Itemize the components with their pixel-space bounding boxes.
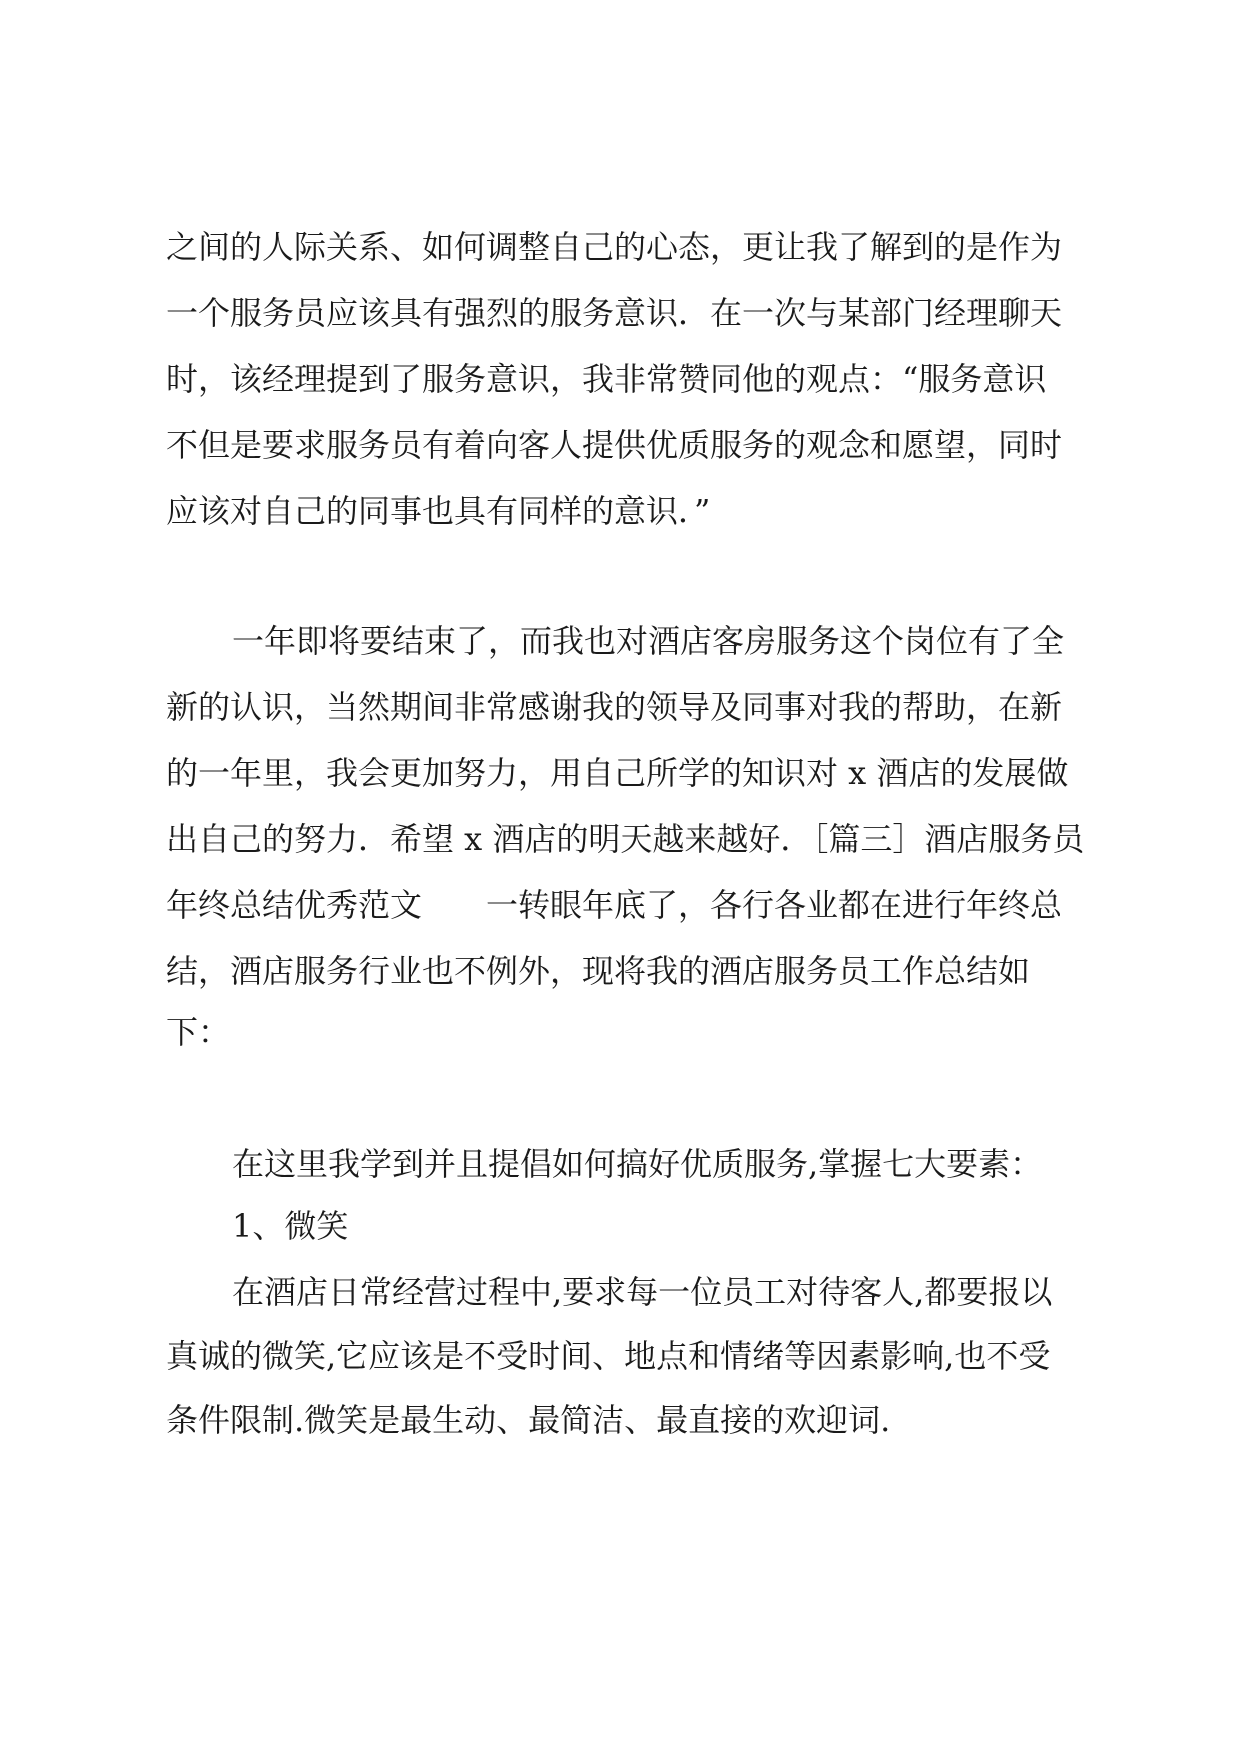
text-line-3: 时，该经理提到了服务意识，我非常赞同他的观点：“服务意识 — [166, 360, 1047, 398]
text-line-17: 条件限制.微笑是最生动、最简洁、最直接的欢迎词. — [166, 1401, 891, 1439]
text-line-8: 的一年里，我会更加努力，用自己所学的知识对 x 酒店的发展做 — [166, 754, 1069, 792]
text-line-1: 之间的人际关系、如何调整自己的心态，更让我了解到的是作为 — [166, 228, 1063, 266]
text-line-16: 真诚的微笑,它应该是不受时间、地点和情绪等因素影响,也不受 — [166, 1337, 1051, 1375]
text-line-15: 在酒店日常经营过程中,要求每一位员工对待客人,都要报以 — [232, 1273, 1053, 1311]
text-line-6: 一年即将要结束了，而我也对酒店客房服务这个岗位有了全 — [232, 622, 1065, 660]
text-line-14: 1、微笑 — [232, 1207, 349, 1245]
text-line-11: 结，酒店服务行业也不例外，现将我的酒店服务员工作总结如 — [166, 952, 1031, 990]
text-line-2: 一个服务员应该具有强烈的服务意识．在一次与某部门经理聊天 — [166, 294, 1063, 332]
text-line-12: 下： — [166, 1013, 231, 1051]
text-line-7: 新的认识，当然期间非常感谢我的领导及同事对我的帮助，在新 — [166, 688, 1063, 726]
text-line-5: 应该对自己的同事也具有同样的意识．” — [166, 492, 711, 530]
text-line-4: 不但是要求服务员有着向客人提供优质服务的观念和愿望，同时 — [166, 426, 1063, 464]
text-line-10: 年终总结优秀范文 一转眼年底了，各行各业都在进行年终总 — [166, 886, 1063, 924]
text-line-13: 在这里我学到并且提倡如何搞好优质服务,掌握七大要素： — [232, 1145, 1043, 1183]
text-line-9: 出自己的努力．希望 x 酒店的明天越来越好．［篇三］酒店服务员 — [166, 820, 1085, 858]
